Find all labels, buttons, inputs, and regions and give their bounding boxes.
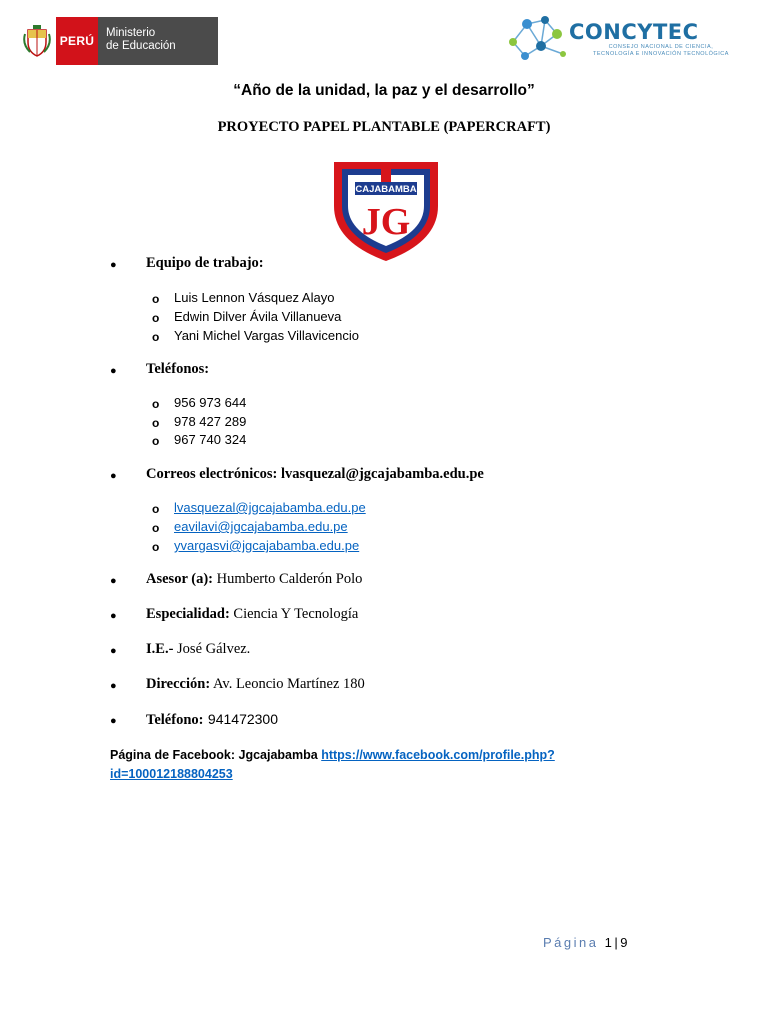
crest-banner: CAJABAMBA xyxy=(355,184,417,195)
bullet-icon: ● xyxy=(110,715,117,727)
motto: “Año de la unidad, la paz y el desarrollo” xyxy=(233,82,535,99)
sub-bullet-icon: o xyxy=(152,330,160,344)
ministry-logo xyxy=(18,17,218,65)
facebook-link-id[interactable]: id=100012188804253 xyxy=(110,767,233,781)
bullet-icon: ● xyxy=(110,470,117,482)
facebook-block xyxy=(110,746,555,784)
emails-line: Correos electrónicos: lvasquezal@jgcajabamba.edu.pe xyxy=(146,466,484,482)
school-phone-line: Teléfono: 941472300 xyxy=(146,711,278,728)
sub-bullet-icon: o xyxy=(152,521,160,535)
advisor-line: Asesor (a): Humberto Calderón Polo xyxy=(146,571,363,587)
email-link[interactable]: yvargasvi@jgcajabamba.edu.pe xyxy=(174,538,360,553)
concytec-name: CONCYTEC xyxy=(569,20,699,44)
bullet-icon: ● xyxy=(110,259,117,271)
team-member: Luis Lennon Vásquez Alayo xyxy=(174,290,335,305)
peru-coat-of-arms-icon xyxy=(18,17,56,65)
phone-number: 978 427 289 xyxy=(174,414,247,429)
sub-bullet-icon: o xyxy=(152,311,160,325)
page-number: Página 1|9 xyxy=(543,935,630,950)
email-link[interactable]: lvasquezal@jgcajabamba.edu.pe xyxy=(174,500,366,515)
peru-label: PERÚ xyxy=(56,17,98,65)
bullet-icon: ● xyxy=(110,680,117,692)
sub-bullet-icon: o xyxy=(152,397,160,411)
concytec-subtitle: CONSEJO NACIONAL DE CIENCIA, TECNOLOGÍA E INNOVACIÓN TECNOLÓGICA xyxy=(593,44,729,57)
team-member: Yani Michel Vargas Villavicencio xyxy=(174,328,359,343)
network-nodes-icon xyxy=(505,14,575,62)
sub-bullet-icon: o xyxy=(152,540,160,554)
team-member: Edwin Dilver Ávila Villanueva xyxy=(174,309,342,324)
phone-number: 956 973 644 xyxy=(174,395,247,410)
sub-bullet-icon: o xyxy=(152,434,160,448)
school-crest xyxy=(331,158,441,263)
email-link[interactable]: eavilavi@jgcajabamba.edu.pe xyxy=(174,519,348,534)
phone-number: 967 740 324 xyxy=(174,432,247,447)
phones-label: Teléfonos: xyxy=(146,361,210,377)
bullet-icon: ● xyxy=(110,645,117,657)
ministry-name: Ministerio de Educación xyxy=(98,17,218,65)
sub-bullet-icon: o xyxy=(152,502,160,516)
specialty-line: Especialidad: Ciencia Y Tecnología xyxy=(146,606,359,622)
crest-letters: JG xyxy=(361,201,411,243)
bullet-icon: ● xyxy=(110,575,117,587)
project-title: PROYECTO PAPEL PLANTABLE (PAPERCRAFT) xyxy=(217,119,551,135)
facebook-label: Página de Facebook: Jgcajabamba xyxy=(110,748,318,762)
concytec-logo xyxy=(505,14,750,62)
bullet-icon: ● xyxy=(110,365,117,377)
address-line: Dirección: Av. Leoncio Martínez 180 xyxy=(146,676,365,692)
facebook-link[interactable]: https://www.facebook.com/profile.php? xyxy=(321,748,555,762)
sub-bullet-icon: o xyxy=(152,416,160,430)
bullet-icon: ● xyxy=(110,610,117,622)
school-line: I.E.- José Gálvez. xyxy=(146,641,251,657)
sub-bullet-icon: o xyxy=(152,292,160,306)
team-label: Equipo de trabajo: xyxy=(146,255,264,271)
